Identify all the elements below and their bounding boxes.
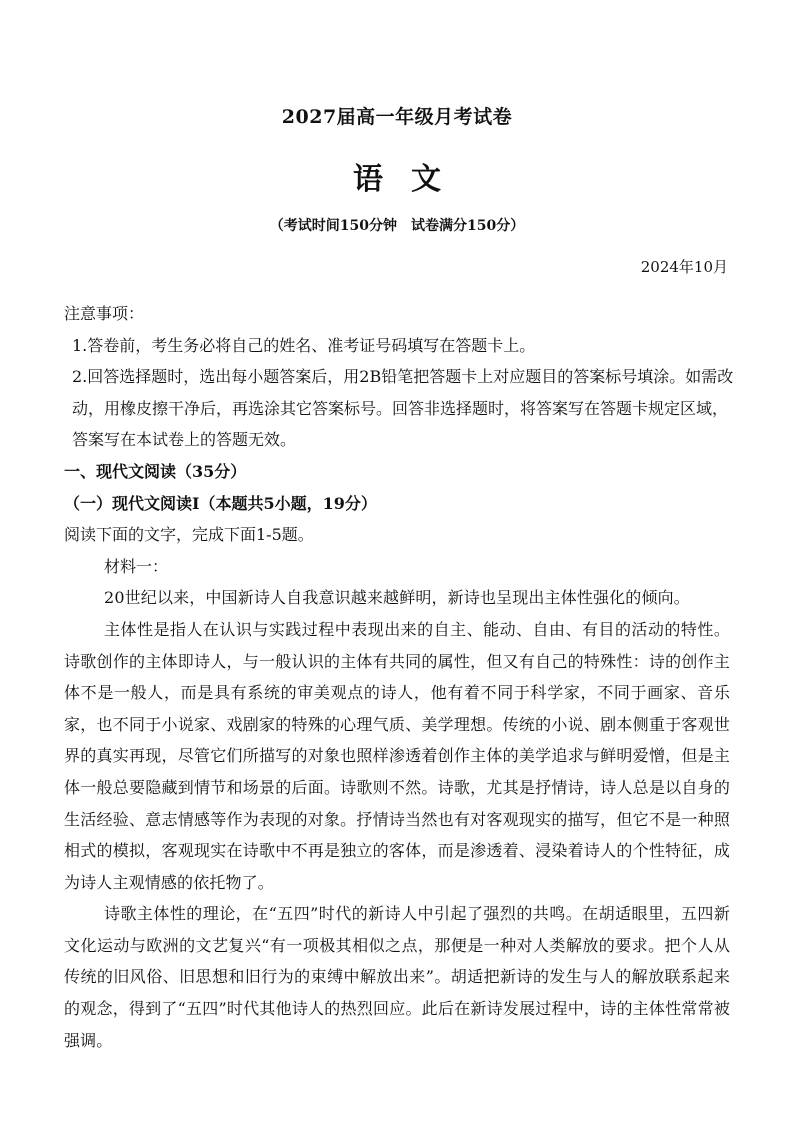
exam-title: 2027届高一年级月考试卷 <box>281 106 513 128</box>
material-label: 材料一： <box>104 556 169 576</box>
exam-date: 2024年10月 <box>640 258 728 276</box>
sub-section-heading: （一）现代文阅读Ⅰ（本题共5小题，19分） <box>64 493 377 513</box>
notes-item-2-line-2: 动，用橡皮擦干净后，再选涂其它答案标号。回答非选择题时，将答案写在答题卡规定区域， <box>72 398 729 418</box>
notes-item-2-line-3: 答案写在本试卷上的答题无效。 <box>72 430 297 450</box>
section-heading: 一、现代文阅读（35分） <box>64 461 247 481</box>
subject-title: 语文 <box>353 162 469 197</box>
exam-duration: （考试时间150分钟 试卷满分150分） <box>269 218 525 234</box>
notes-item-2-line-1: 2.回答选择题时，选出每小题答案后，用2B铅笔把答题卡上对应题目的答案标号填涂。如需改 <box>72 367 734 387</box>
paragraph-1: 20世纪以来，中国新诗人自我意识越来越鲜明，新诗也呈现出主体性强化的倾向。 <box>104 588 690 608</box>
notes-heading: 注意事项： <box>64 304 145 323</box>
notes-item-1: 1.答卷前，考生务必将自己的姓名、准考证号码填写在答题卡上。 <box>72 335 536 355</box>
paragraph-3: 诗歌主体性的理论，在“五四”时代的新诗人中引起了强烈的共鸣。在胡适眼里，五四新文化运动与欧洲的文艺复兴“有一项极其相似之点，那便是一种对人类解放的要求。把个人从传统的旧风俗、旧思想和旧行为的束缚中解放出来”。胡适把新诗的发生与人的解放联系起来的观念，得到了“五四”时代其他诗人的热烈回应。此后在新诗发展过程中，诗的主体性常常被强调。 <box>64 904 730 1050</box>
exam-content <box>64 298 734 1056</box>
reading-instruction: 阅读下面的文字，完成下面1-5题。 <box>64 525 314 545</box>
paragraph-2: 主体性是指人在认识与实践过程中表现出来的自主、能动、自由、有目的活动的特性。诗歌创作的主体即诗人，与一般认识的主体有共同的属性，但又有自己的特殊性：诗的创作主体不是一般人，而是具有系统的审美观点的诗人，他有着不同于科学家，不同于画家、音乐家，也不同于小说家、戏剧家的特殊的心理气质、美学理想。传统的小说、剧本侧重于客观世界的真实再现，尽管它们所描写的对象也照样渗透着创作主体的美学追求与鲜明爱憎，但是主体一般总要隐藏到情节和场景的后面。诗歌则不然。诗歌，尤其是抒情诗，诗人总是以自身的生活经验、意志情感等作为表现的对象。抒情诗当然也有对客观现实的描写，但它不是一种照相式的模拟，客观现实在诗歌中不再是独立的客体，而是渗透着、浸染着诗人的个性特征，成为诗人主观情感的依托物了。 <box>64 619 730 892</box>
